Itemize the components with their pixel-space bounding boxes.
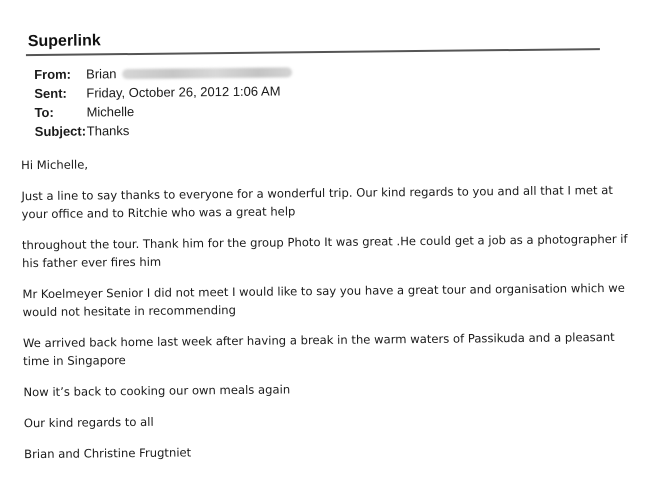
from-value (86, 64, 293, 81)
greeting: Hi Michelle, (21, 150, 631, 174)
title-divider (26, 48, 600, 56)
subject-value: Thanks (87, 123, 130, 138)
sent-value: Friday, October 26, 2012 1:06 AM (86, 83, 280, 100)
body-paragraph: Now it’s back to cooking our own meals again (23, 377, 633, 401)
email-body (21, 150, 634, 476)
body-paragraph: Our kind regards to all (24, 408, 634, 432)
signature: Brian and Christine Frugtniet (24, 439, 634, 463)
sent-label: Sent: (34, 85, 86, 101)
body-paragraph: throughout the tour. Thank him for the group Photo It was great .He could get a job as a photographer if his father ever fires him (22, 230, 632, 272)
subject-label: Subject: (35, 123, 87, 139)
redacted-email-address (122, 67, 292, 79)
to-value: Michelle (86, 104, 134, 119)
body-paragraph: We arrived back home last week after having a break in the warm waters of Passikuda and a pleasant time in Singapore (23, 328, 633, 370)
from-label: From: (34, 66, 86, 82)
to-label: To: (34, 104, 86, 120)
app-title: Superlink (28, 32, 101, 51)
email-header (34, 67, 35, 143)
from-name: Brian (86, 66, 117, 81)
body-paragraph: Just a line to say thanks to everyone for a wonderful trip. Our kind regards to you and all that I met at your office and to Ritchie who was a great help (21, 181, 631, 223)
body-paragraph: Mr Koelmeyer Senior I did not meet I would like to say you have a great tour and organisation which we would not hesitate in recommending (22, 279, 632, 321)
